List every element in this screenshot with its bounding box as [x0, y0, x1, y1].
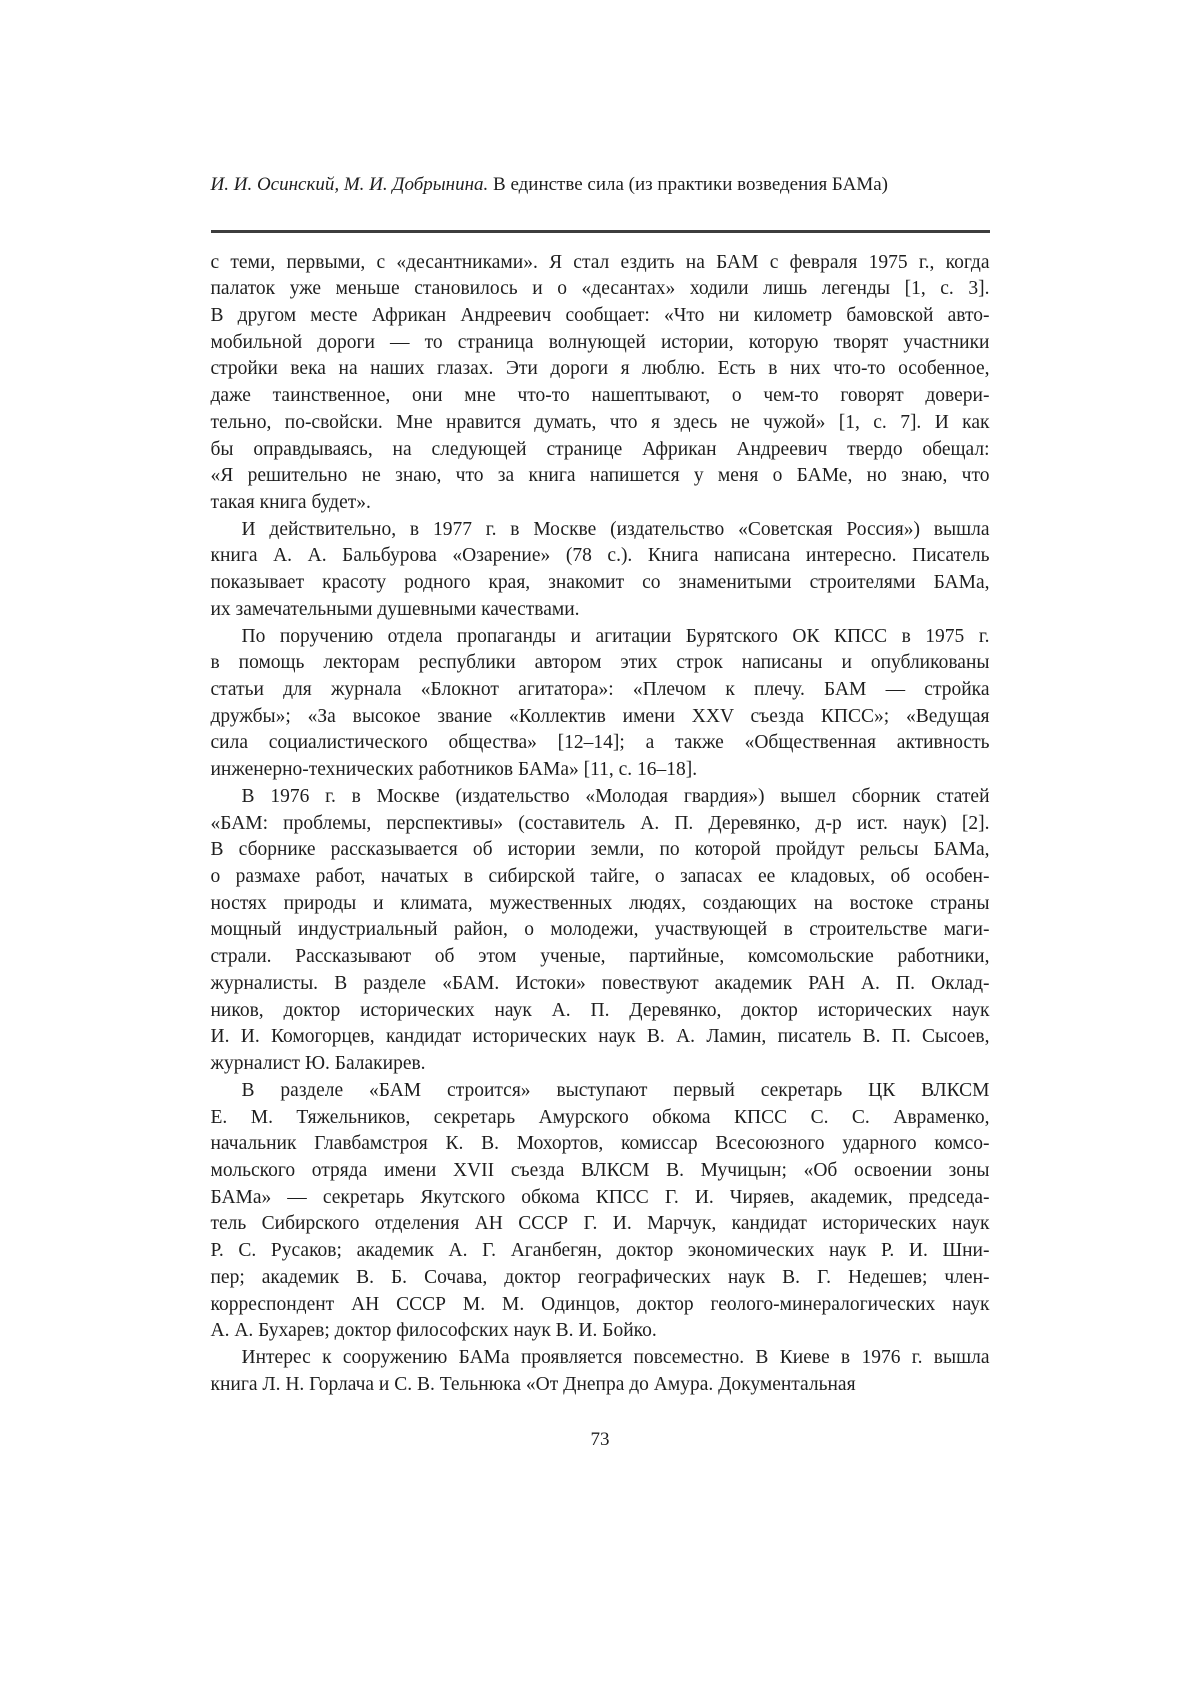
paragraph: [211, 624, 990, 784]
article-body: [211, 250, 990, 1399]
text-line: мольского отряда имени XVII съезда ВЛКСМ В. Мучицын; «Об освоении зоны: [210, 1159, 990, 1181]
text-line: Интерес к сооружению БАМа проявляется повсеместно. В Киеве в 1976 г. вышла: [241, 1346, 990, 1368]
paragraph: [211, 784, 990, 1078]
text-line: В разделе «БАМ строится» выступают первый секретарь ЦК ВЛКСМ: [241, 1079, 990, 1101]
text-line: журналисты. В разделе «БАМ. Истоки» повествуют академик РАН А. П. Оклад-: [210, 972, 990, 994]
running-head-title: В единстве сила (из практики возведения БАМа): [493, 174, 888, 195]
text-line: «Я решительно не знаю, что за книга напишется у меня о БАМе, но знаю, что: [210, 465, 990, 487]
text-line: журналист Ю. Балакирев.: [210, 1053, 426, 1075]
header-rule: [211, 230, 990, 233]
text-line: ностях природы и климата, мужественных людях, создающих на востоке страны: [210, 892, 990, 914]
text-line: По поручению отдела пропаганды и агитации Бурятского ОК КПСС в 1975 г.: [241, 625, 990, 647]
text-line: Р. С. Русаков; академик А. Г. Аганбегян, доктор экономических наук Р. И. Шни-: [210, 1240, 990, 1262]
text-line: начальник Главбамстроя К. В. Мохортов, комиссар Всесоюзного ударного комсо-: [210, 1133, 990, 1155]
text-line: статьи для журнала «Блокнот агитатора»: «Плечом к плечу. БАМ — стройка: [210, 679, 990, 700]
text-line: бы оправдываясь, на следующей странице Африкан Андреевич твердо обещал:: [210, 438, 990, 460]
text-line: БАМа» — секретарь Якутского обкома КПСС Г. И. Чиряев, академик, председа-: [210, 1186, 990, 1208]
running-head: [211, 0, 990, 198]
text-line: о размахе работ, начатых в сибирской тайге, о запасах ее кладовых, об особен-: [210, 866, 990, 888]
text-line: такая книга будет».: [210, 491, 371, 513]
text-line: показывает красоту родного края, знакомит со знаменитыми строителями БАМа,: [210, 572, 990, 594]
text-line: стройки века на наших глазах. Эти дороги я люблю. Есть в них что-то особенное,: [210, 358, 990, 380]
page-number: 73: [590, 1429, 610, 1451]
text-line: их замечательными душевными качествами.: [210, 598, 580, 620]
paragraph: [211, 1345, 990, 1398]
text-line: В другом месте Африкан Андреевич сообщает: «Что ни километр бамовской авто-: [210, 304, 990, 326]
text-line: А. А. Бухарев; доктор философских наук В. И. Бойко.: [210, 1320, 657, 1342]
text-line: с теми, первыми, с «десантниками». Я стал ездить на БАМ с февраля 1975 г., когда: [210, 251, 990, 273]
text-line: тельно, по-свойски. Мне нравится думать, что я здесь не чужой» [1, с. 7]. И как: [210, 411, 990, 433]
text-line: сила социалистического общества» [12–14]; а также «Общественная активность: [210, 732, 990, 754]
text-line: В сборнике рассказывается об истории земли, по которой пройдут рельсы БАМа,: [210, 839, 990, 861]
text-line: в помощь лекторам республики автором этих строк написаны и опубликованы: [210, 652, 990, 674]
text-line: дружбы»; «За высокое звание «Коллектив имени XXV съезда КПСС»; «Ведущая: [210, 705, 990, 727]
text-line: В 1976 г. в Москве (издательство «Молодая гвардия») вышел сборник статей: [241, 785, 990, 807]
running-head-authors: И. И. Осинский, М. И. Добрынина.: [210, 174, 489, 195]
text-line: тель Сибирского отделения АН СССР Г. И. Марчук, кандидат исторических наук: [210, 1213, 990, 1235]
text-line: мощный индустриальный район, о молодежи, участвующей в строительстве маги-: [210, 919, 990, 941]
text-line: И. И. Комогорцев, кандидат исторических наук В. А. Ламин, писатель В. П. Сысоев,: [210, 1026, 990, 1048]
text-line: страли. Рассказывают об этом ученые, партийные, комсомольские работники,: [210, 946, 990, 968]
content-column: [211, 0, 990, 1452]
text-line: ников, доктор исторических наук А. П. Деревянко, доктор исторических наук: [210, 999, 990, 1021]
text-line: мобильной дороги — то страница волнующей истории, которую творят участники: [210, 331, 990, 353]
text-line: книга А. А. Бальбурова «Озарение» (78 с.). Книга написана интересно. Писатель: [210, 545, 990, 567]
text-line: Е. М. Тяжельников, секретарь Амурского обкома КПСС С. С. Авраменко,: [210, 1106, 990, 1128]
text-line: даже таинственное, они мне что-то нашептывают, о чем-то говорят довери-: [210, 385, 990, 407]
text-line: инженерно-технических работников БАМа» [11, с. 16–18].: [210, 759, 698, 781]
text-line: пер; академик В. Б. Сочава, доктор географических наук В. Г. Недешев; член-: [210, 1266, 990, 1288]
text-line: «БАМ: проблемы, перспективы» (составитель А. П. Деревянко, д-р ист. наук) [2].: [210, 812, 990, 834]
paragraph: [211, 250, 990, 517]
text-line: корреспондент АН СССР М. М. Одинцов, доктор геолого-минералогических наук: [210, 1293, 990, 1315]
text-line: палаток уже меньше становилось и о «десантах» ходили лишь легенды [1, с. 3].: [210, 278, 990, 300]
paragraph: [211, 1078, 990, 1345]
paragraph: [211, 517, 990, 624]
text-line: И действительно, в 1977 г. в Москве (издательство «Советская Россия») вышла: [241, 518, 990, 540]
text-line: книга Л. Н. Горлача и С. В. Тельнюка «От Днепра до Амура. Документальная: [210, 1373, 856, 1395]
